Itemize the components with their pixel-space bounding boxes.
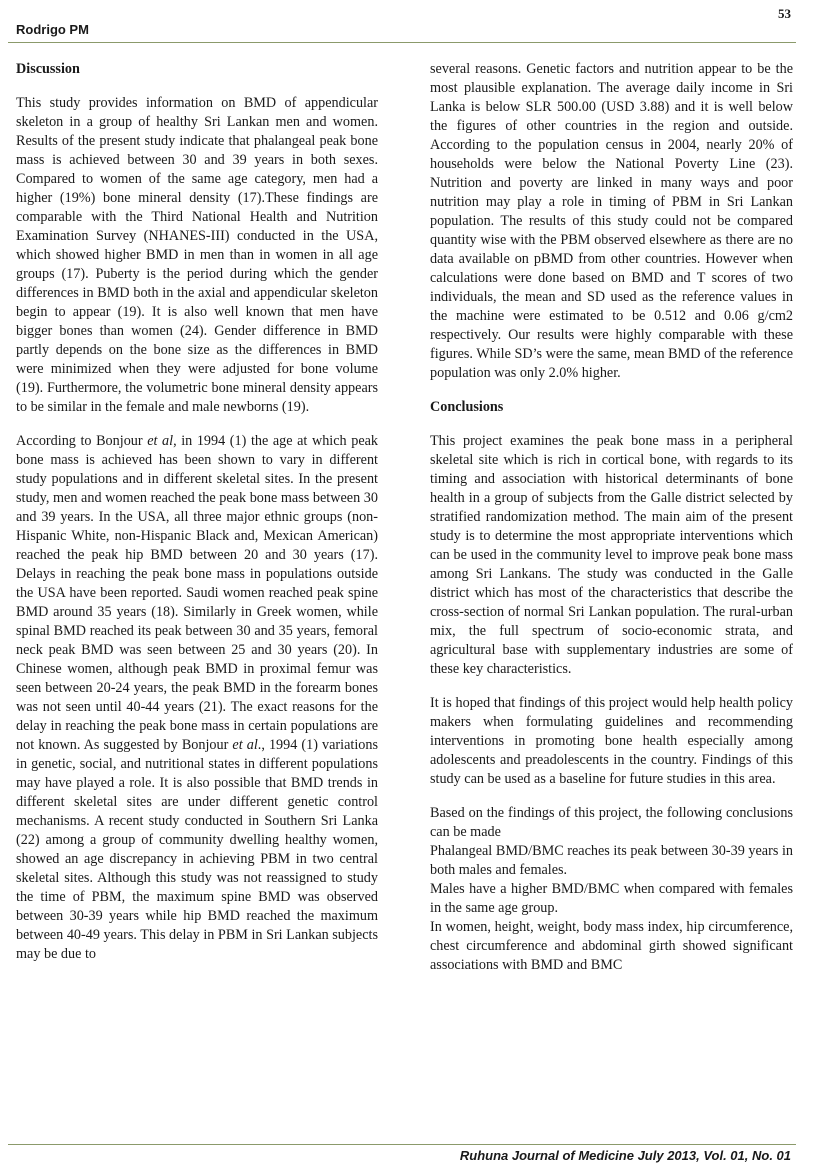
- discussion-paragraph-2-text-a: According to Bonjour: [16, 433, 148, 449]
- discussion-paragraph-2-text-c: ., 1994 (1) variations in genetic, social, and nutritional states in different populations may have played a role. It is also possible that BMD trends in different skeletal sites are under different genetic control mechanisms. A recent study conducted in Southern Sri Lanka (22) among a group of community dwelling healthy women, showed an age discrepancy in achieving PBM in two central skeletal sites. Although this study was not reassigned to study the time of PBM, the maximum spine BMD was observed between 30-39 years while hip BMD reached the maximum between 40-49 years. This delay in PBM in Sri Lankan subjects may be due to: [16, 737, 378, 962]
- conclusion-item: In women, height, weight, body mass index, hip circumference, chest circumference and abdominal girth showed significant associations with BMD and BMC: [430, 919, 793, 973]
- discussion-paragraph-3: several reasons. Genetic factors and nutrition appear to be the most plausible explanation. The average daily income in Sri Lanka is below SLR 500.00 (USD 3.88) and it is well below the figures of other countries in the region and outside. According to the population census in 2004, nearly 20% of households were below the National Poverty Line (23). Nutrition and poverty are linked in many ways and poor nutrition may play a role in timing of PBM in Sri Lankan population. The results of this study could not be compared quantity wise with the PBM observed elsewhere as there are no data available on pBMD from other countries. However when calculations were done based on BMD and T scores of two individuals, the mean and SD used as the reference values in the machine were estimated to be 0.512 and 0.06 g/cm2 respectively. Our results were highly comparable with these figures. While SD’s were the same, mean BMD of the reference population was only 2.0% higher.: [430, 61, 793, 381]
- discussion-paragraph-2-text-b: , in 1994 (1) the age at which peak bone mass is achieved has been shown to vary in different study populations and in different skeletal sites. In the present study, men and women reached the peak bone mass between 30 and 39 years. In the USA, all three major ethnic groups (non-Hispanic White, non-Hispanic Black and, Mexican American) reached the peak hip BMD between 20 and 30 years (17). Delays in reaching the peak bone mass in populations outside the USA have been reported. Saudi women reached peak spine BMD around 35 years (18). Similarly in Greek women, while spinal BMD reached its peak between 30 and 35 years, femoral neck peak BMD was seen between 25 and 30 years (20). In Chinese women, although peak BMD in proximal femur was seen between 20-24 years, the peak BMD in the forearm bones was not seen until 40-44 years (21). The exact reasons for the delay in reaching the peak bone mass in certain populations are not known. As suggested by Bonjour: [16, 433, 379, 753]
- et-al-italic-2: et al: [232, 737, 258, 753]
- discussion-paragraph-2: [16, 432, 378, 964]
- conclusion-item: Phalangeal BMD/BMC reaches its peak between 30-39 years in both males and females.: [430, 843, 793, 878]
- conclusion-item: Males have a higher BMD/BMC when compared with females in the same age group.: [430, 881, 793, 916]
- et-al-italic: et al: [147, 433, 174, 449]
- right-column: [430, 60, 793, 975]
- discussion-heading: Discussion: [16, 61, 80, 77]
- page-number: 53: [778, 6, 791, 21]
- left-column: [16, 60, 378, 964]
- header-divider: [8, 42, 796, 43]
- footer-divider: [8, 1144, 796, 1145]
- running-head: Rodrigo PM: [16, 22, 89, 37]
- conclusions-heading: Conclusions: [430, 399, 504, 415]
- conclusions-intro: Based on the findings of this project, the following conclusions can be made: [430, 805, 793, 840]
- journal-footer: Ruhuna Journal of Medicine July 2013, Vol. 01, No. 01: [459, 1148, 791, 1163]
- discussion-paragraph-1: This study provides information on BMD of appendicular skeleton in a group of healthy Sri Lankan men and women. Results of the present study indicate that phalangeal peak bone mass is achieved between 30 and 39 years in both sexes. Compared to women of the same age category, men had a higher (19%) bone mineral density (17).These findings are comparable with the Third National Health and Nutrition Examination Survey (NHANES-III) conducted in the USA, which showed higher BMD in men than in women in all age groups (17). Puberty is the period during which the gender differences in BMD both in the axial and appendicular skeleton begin to appear (19). It is also well known that men have bigger bones than women (24). Gender difference in BMD partly depends on the bone size as the differences in BMD were minimized when they were adjusted for bone volume (19). Furthermore, the volumetric bone mineral density appears to be similar in the female and male newborns (19).: [16, 95, 378, 415]
- conclusions-paragraph-2: It is hoped that findings of this project would help health policy makers when formulating guidelines and recommending interventions in promoting bone health especially among adolescents and preadolescents in the country. Findings of this study can be used as a baseline for future studies in this area.: [430, 695, 793, 787]
- conclusions-paragraph-1: This project examines the peak bone mass in a peripheral skeletal site which is rich in cortical bone, with regards to its timing and association with historical determinants of bone health in a group of subjects from the Galle district selected by stratified randomization method. The main aim of the present study is to determine the most appropriate interventions which can be used in the community level to improve peak bone mass among Sri Lankans. The study was conducted in the Galle district which has most of the characteristics that describe the cross-section of normal Sri Lankan population. The rural-urban mix, the full spectrum of socio-economic strata, and agricultural base with supplementary industries are some of these key characteristics.: [430, 433, 793, 677]
